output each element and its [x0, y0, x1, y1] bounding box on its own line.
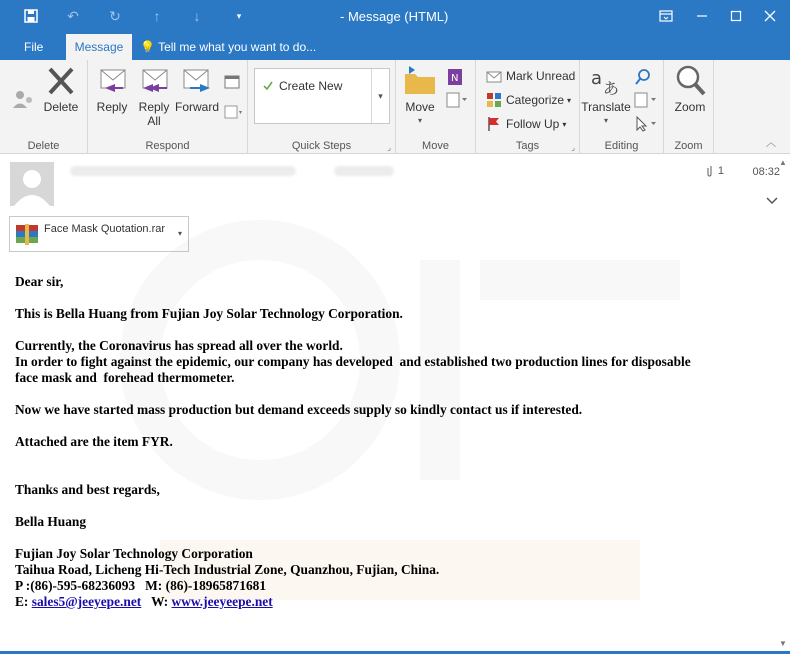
related-icon[interactable] [634, 92, 660, 111]
ribbon [0, 60, 790, 154]
web-label: W: [141, 594, 172, 609]
zoom-button[interactable] [668, 64, 712, 114]
mark-unread-label: Mark Unread [506, 69, 576, 83]
tags-group-label: Tags [515, 140, 540, 152]
zoom-group [664, 60, 714, 154]
down-arrow-icon[interactable]: ↓ [193, 8, 201, 24]
message-body [15, 274, 775, 610]
ribbon-tab-bar [0, 34, 790, 60]
email-label: E: [15, 594, 32, 609]
tab-file[interactable]: File [24, 40, 44, 54]
undo-icon[interactable]: ↶ [67, 7, 79, 24]
find-icon[interactable] [634, 68, 652, 89]
move-group-label: Move [422, 140, 449, 152]
delete-group [0, 60, 88, 154]
quick-steps-more-icon[interactable]: ▾ [371, 69, 389, 123]
move-group [396, 60, 476, 154]
signature-contact [15, 594, 775, 610]
svg-text:あ: あ [603, 79, 620, 98]
tell-me-label: Tell me what you want to do... [158, 40, 317, 54]
attachment-item[interactable] [9, 216, 189, 252]
categorize-label: Categorize [506, 93, 565, 107]
tags-launcher-icon[interactable]: ⌟ [571, 143, 575, 152]
move-label: Move [405, 100, 435, 114]
move-button[interactable] [400, 64, 440, 128]
delete-group-label: Delete [27, 140, 60, 152]
signature-company: Fujian Joy Solar Technology Corporation [15, 546, 253, 561]
quick-steps-group [248, 60, 396, 154]
mark-unread-icon [486, 68, 502, 84]
categorize-button[interactable] [486, 92, 571, 108]
forward-icon [180, 64, 214, 98]
greeting: Dear sir, [15, 274, 64, 289]
respond-group [88, 60, 248, 154]
tags-group [476, 60, 580, 154]
close-button[interactable] [758, 6, 782, 26]
meeting-icon[interactable] [224, 74, 240, 93]
scroll-up-icon[interactable]: ▲ [779, 158, 787, 167]
quick-steps-launcher-icon[interactable]: ⌟ [387, 143, 391, 152]
quick-steps-gallery[interactable] [254, 68, 390, 124]
quick-steps-label: Quick Steps [291, 140, 352, 152]
create-new-icon [261, 79, 275, 93]
categorize-icon [486, 92, 502, 108]
sender-avatar [10, 162, 54, 206]
ribbon-display-options-icon[interactable] [654, 6, 678, 26]
paragraph-1-line-3: face mask and forehead thermometer. [15, 370, 235, 385]
zoom-magnifier-icon [673, 64, 707, 98]
reply-label: Reply [96, 100, 128, 114]
delete-label: Delete [43, 100, 79, 114]
website-link[interactable]: www.jeeyeepe.net [171, 594, 273, 609]
zoom-label: Zoom [674, 100, 706, 114]
paragraph-3: Attached are the item FYR. [15, 434, 173, 449]
follow-up-label: Follow Up [506, 117, 560, 131]
forward-button[interactable] [174, 64, 220, 114]
actions-icon[interactable] [446, 92, 470, 111]
svg-text:a: a [591, 68, 603, 89]
reply-icon [95, 64, 129, 98]
svg-text:N: N [451, 73, 459, 84]
closing: Thanks and best regards, [15, 482, 160, 497]
vertical-scrollbar[interactable] [776, 154, 790, 654]
delete-x-icon [44, 64, 78, 98]
customize-toolbar-icon[interactable]: ▾ [236, 10, 242, 21]
minimize-button[interactable] [690, 6, 714, 26]
mark-unread-button[interactable] [486, 68, 575, 84]
reply-all-icon [137, 64, 171, 98]
scroll-down-icon[interactable]: ▼ [779, 639, 787, 648]
reply-button[interactable] [92, 64, 132, 114]
reply-all-label-1: Reply [138, 100, 170, 114]
create-new-label: Create New [279, 79, 343, 93]
ignore-icon[interactable] [12, 88, 38, 113]
paperclip-icon [706, 164, 714, 178]
rar-archive-icon [14, 223, 40, 250]
signature-address: Taihua Road, Licheng Hi-Tech Industrial Zone, Quanzhou, Fujian, China. [15, 562, 440, 577]
paragraph-1-line-2: In order to fight against the epidemic, our company has developed and established two production lines for disposable [15, 354, 691, 369]
follow-up-dropdown-icon: ▾ [562, 119, 567, 129]
paragraph-1-line-1: Currently, the Coronavirus has spread all over the world. [15, 338, 343, 353]
select-cursor-icon[interactable] [634, 116, 660, 135]
attachment-count-value: 1 [717, 165, 724, 177]
signature-name: Bella Huang [15, 514, 87, 529]
collapse-ribbon-icon[interactable]: ︿ [766, 138, 776, 149]
respond-group-label: Respond [145, 140, 190, 152]
message-header [0, 154, 790, 216]
email-link[interactable]: sales5@jeeyepe.net [31, 594, 142, 609]
follow-up-button[interactable] [486, 116, 566, 132]
save-icon[interactable] [22, 7, 40, 25]
attachment-count [706, 164, 724, 178]
up-arrow-icon[interactable]: ↑ [153, 8, 161, 24]
tell-me-search[interactable] [140, 34, 316, 60]
editing-group [580, 60, 664, 154]
tab-message[interactable]: Message [66, 34, 132, 60]
more-respond-icon[interactable] [224, 104, 244, 123]
signature-phone: P :(86)-595-68236093 M: (86)-18965871681 [15, 578, 267, 593]
attachment-dropdown-icon[interactable]: ▾ [177, 229, 182, 238]
title-bar [0, 0, 790, 34]
translate-button[interactable] [581, 64, 631, 128]
paragraph-2: Now we have started mass production but demand exceeds supply so kindly contact us if interested. [15, 402, 583, 417]
recipient-redacted [334, 166, 394, 176]
received-time: 08:32 [752, 166, 780, 178]
sender-redacted [70, 166, 296, 176]
create-new-quick-step[interactable] [261, 79, 342, 93]
maximize-button[interactable] [724, 6, 748, 26]
redo-icon[interactable]: ↻ [109, 7, 121, 24]
lightbulb-icon: 💡 [140, 40, 155, 54]
reply-all-label-2: All [147, 114, 161, 128]
onenote-icon[interactable] [446, 68, 464, 89]
reply-all-button[interactable] [134, 64, 174, 128]
editing-group-label: Editing [604, 140, 639, 152]
delete-button[interactable] [40, 64, 82, 114]
categorize-dropdown-icon: ▾ [567, 95, 572, 105]
attachment-name: Face Mask Quotation.rar [44, 223, 166, 235]
move-folder-icon [403, 64, 437, 98]
forward-label: Forward [174, 100, 219, 114]
translate-label: Translate [581, 100, 631, 114]
window-title: - Message (HTML) [340, 9, 449, 24]
flag-icon [486, 116, 502, 132]
translate-icon [589, 64, 623, 98]
zoom-group-label: Zoom [674, 140, 703, 152]
move-dropdown-icon: ▾ [417, 116, 422, 125]
intro-line: This is Bella Huang from Fujian Joy Solar Technology Corporation. [15, 306, 403, 321]
translate-dropdown-icon: ▾ [603, 116, 608, 125]
